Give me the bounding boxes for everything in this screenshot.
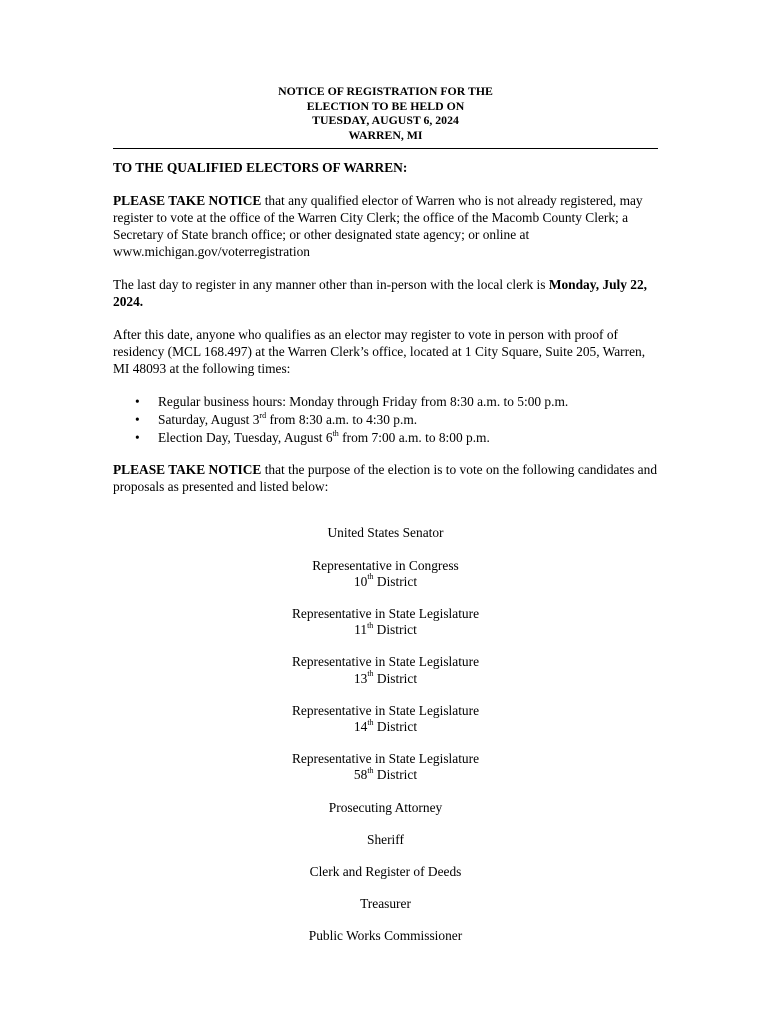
office-item: Representative in State Legislature 58th District: [291, 751, 480, 783]
list-item: • Saturday, August 3rd from 8:30 a.m. to 4:30 p.m.: [158, 411, 658, 429]
title-line: ELECTION TO BE HELD ON: [306, 98, 465, 113]
office-item: Sheriff: [367, 831, 404, 847]
notice-title: [113, 84, 658, 142]
office-item: Treasurer: [360, 896, 411, 912]
purpose-paragraph: [113, 461, 658, 495]
notice-lead: PLEASE TAKE NOTICE: [113, 462, 262, 478]
office-item: Representative in Congress 10th District: [312, 557, 459, 589]
title-divider: [113, 148, 658, 149]
office-item: Public Works Commissioner: [308, 928, 463, 944]
registration-text: that any qualified elector of Warren who is not already registered, may register to vote at the office of the Warren City Clerk; the office of the Macomb County Clerk; a Secretary of State branch office; or other designated state agency; or online at www.michigan.gov/voterregistration: [113, 193, 643, 260]
addressee-heading: TO THE QUALIFIED ELECTORS OF WARREN:: [113, 160, 408, 176]
office-item: Prosecuting Attorney: [328, 799, 443, 815]
office-item: Clerk and Register of Deeds: [309, 864, 462, 880]
hours-list: [113, 393, 658, 447]
title-line: NOTICE OF REGISTRATION FOR THE: [278, 84, 493, 98]
title-line: WARREN, MI: [348, 127, 423, 142]
deadline-paragraph: [113, 276, 658, 310]
deadline-date: Monday, July 22, 2024.: [113, 277, 648, 310]
deadline-text: The last day to register in any manner other than in-person with the local clerk is: [113, 277, 549, 293]
offices-list: [113, 525, 658, 944]
office-item: Representative in State Legislature 11th District: [291, 605, 480, 638]
notice-document: [113, 84, 658, 961]
title-line: TUESDAY, AUGUST 6, 2024: [312, 113, 459, 128]
office-item: United States Senator: [327, 525, 444, 541]
notice-lead: PLEASE TAKE NOTICE: [113, 193, 262, 209]
list-item: • Regular business hours: Monday through Friday from 8:30 a.m. to 5:00 p.m.: [158, 393, 658, 411]
in-person-paragraph: After this date, anyone who qualifies as an elector may register to vote in person with proof of residency (MCL 168.497) at the Warren Clerk’s office, located at 1 City Square, Suite 205, Warren, MI 48093 at the following times:: [113, 327, 646, 377]
list-item: • Election Day, Tuesday, August 6th from 7:00 a.m. to 8:00 p.m.: [158, 429, 658, 447]
office-item: Representative in State Legislature 13th District: [291, 654, 480, 686]
office-item: Representative in State Legislature 14th District: [291, 702, 480, 734]
purpose-text: that the purpose of the election is to vote on the following candidates and proposals as presented and listed below:: [113, 462, 658, 495]
registration-paragraph: [113, 192, 658, 260]
